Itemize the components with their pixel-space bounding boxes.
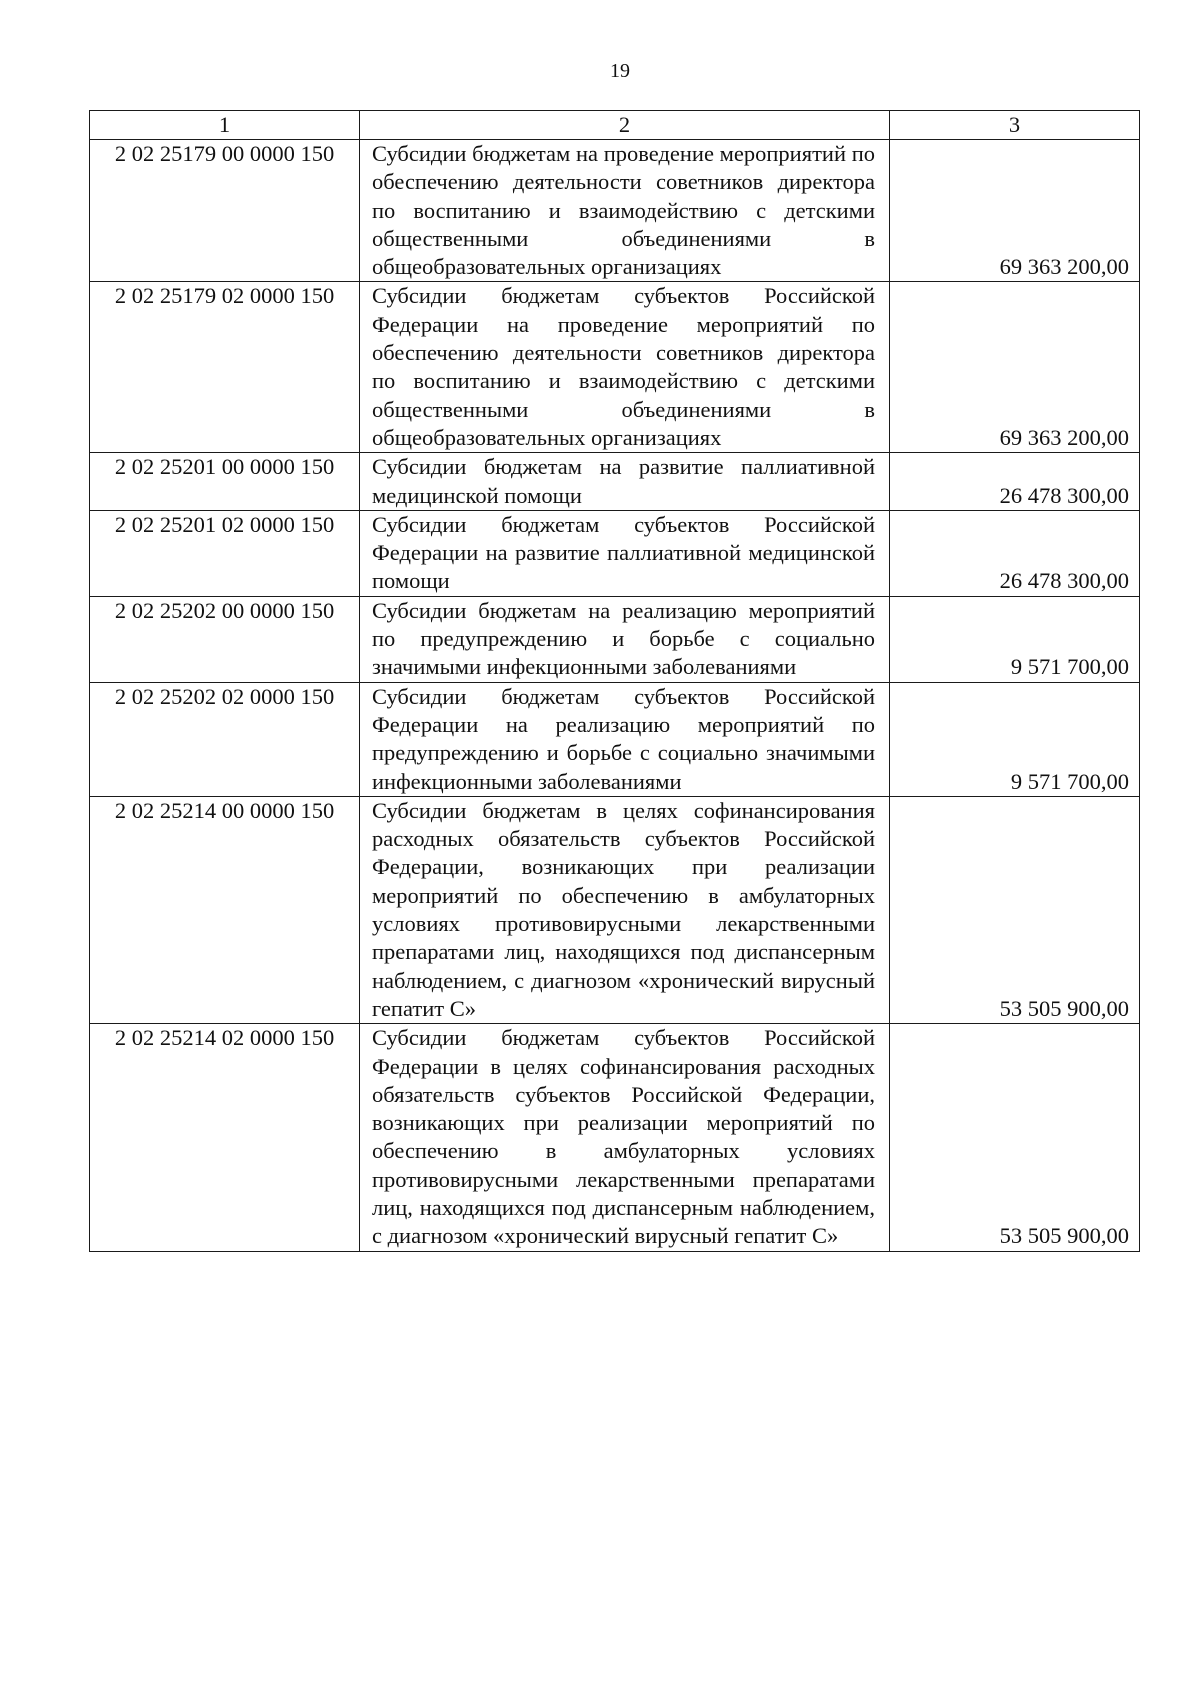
amount-cell: 26 478 300,00 <box>890 453 1140 511</box>
table-row <box>90 282 1140 453</box>
description-cell: Субсидии бюджетам на проведение мероприятий по обеспечению деятельности советников директора по воспитанию и взаимодействию с детскими общественными объединениями в общеобразовательных организациях <box>360 140 890 282</box>
description-cell: Субсидии бюджетам субъектов Российской Федерации на развитие паллиативной медицинской помощи <box>360 510 890 596</box>
budget-code-cell: 2 02 25214 02 0000 150 <box>90 1024 360 1251</box>
table-row <box>90 453 1140 511</box>
amount-cell: 69 363 200,00 <box>890 282 1140 453</box>
budget-table <box>89 110 1140 1252</box>
budget-code-cell: 2 02 25179 02 0000 150 <box>90 282 360 453</box>
amount-cell: 53 505 900,00 <box>890 796 1140 1023</box>
table-header-row <box>90 111 1140 140</box>
description-cell: Субсидии бюджетам в целях софинансирования расходных обязательств субъектов Российской Федерации, возникающих при реализации мероприятий по обеспечению в амбулаторных условиях противовирусными лекарственными препаратами лиц, находящихся под диспансерным наблюдением, с диагнозом «хронический вирусный гепатит С» <box>360 796 890 1023</box>
table-row <box>90 140 1140 282</box>
budget-code-cell: 2 02 25201 00 0000 150 <box>90 453 360 511</box>
budget-code-cell: 2 02 25201 02 0000 150 <box>90 510 360 596</box>
table-row <box>90 510 1140 596</box>
budget-code-cell: 2 02 25214 00 0000 150 <box>90 796 360 1023</box>
table-row <box>90 596 1140 682</box>
description-cell: Субсидии бюджетам субъектов Российской Федерации на реализацию мероприятий по предупреждению и борьбе с социально значимыми инфекционными заболеваниями <box>360 682 890 796</box>
column-header-description: 2 <box>360 111 890 140</box>
budget-code-cell: 2 02 25202 02 0000 150 <box>90 682 360 796</box>
description-cell: Субсидии бюджетам субъектов Российской Федерации на проведение мероприятий по обеспечению деятельности советников директора по воспитанию и взаимодействию с детскими общественными объединениями в общеобразовательных организациях <box>360 282 890 453</box>
amount-cell: 9 571 700,00 <box>890 682 1140 796</box>
table-row <box>90 1024 1140 1251</box>
amount-cell: 69 363 200,00 <box>890 140 1140 282</box>
budget-code-cell: 2 02 25179 00 0000 150 <box>90 140 360 282</box>
description-cell: Субсидии бюджетам на развитие паллиативной медицинской помощи <box>360 453 890 511</box>
table-row <box>90 796 1140 1023</box>
table-row <box>90 682 1140 796</box>
description-cell: Субсидии бюджетам на реализацию мероприятий по предупреждению и борьбе с социально значимыми инфекционными заболеваниями <box>360 596 890 682</box>
amount-cell: 53 505 900,00 <box>890 1024 1140 1251</box>
budget-code-cell: 2 02 25202 00 0000 150 <box>90 596 360 682</box>
column-header-amount: 3 <box>890 111 1140 140</box>
amount-cell: 26 478 300,00 <box>890 510 1140 596</box>
column-header-code: 1 <box>90 111 360 140</box>
description-cell: Субсидии бюджетам субъектов Российской Федерации в целях софинансирования расходных обязательств субъектов Российской Федерации, возникающих при реализации мероприятий по обеспечению в амбулаторных условиях противовирусными лекарственными препаратами лиц, находящихся под диспансерным наблюдением, с диагнозом «хронический вирусный гепатит С» <box>360 1024 890 1251</box>
page-number: 19 <box>610 60 630 82</box>
amount-cell: 9 571 700,00 <box>890 596 1140 682</box>
